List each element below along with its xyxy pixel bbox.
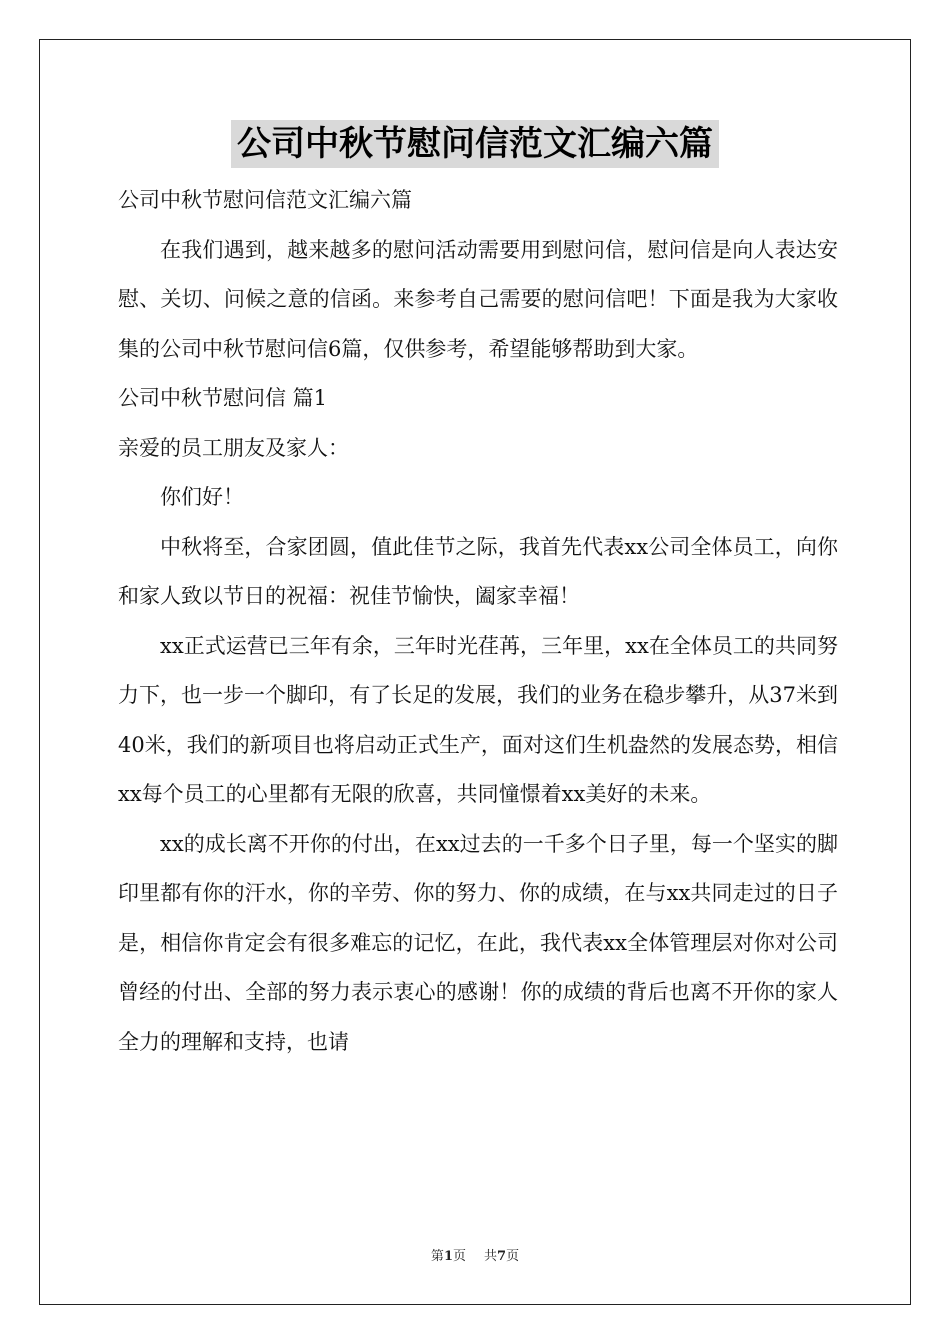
paragraph: xx正式运营已三年有余，三年时光荏苒，三年里，xx在全体员工的共同努力下，也一步一个脚印，有了长足的发展，我们的业务在稳步攀升，从37米到40米，我们的新项目也将启动正式生产，面对这们生机盎然的发展态势，相信xx每个员工的心里都有无限的欣喜，共同憧憬着xx美好的未来。 — [118, 633, 838, 806]
paragraph: xx的成长离不开你的付出，在xx过去的一千多个日子里，每一个坚实的脚印里都有你的汗水，你的辛劳、你的努力、你的成绩，在与xx共同走过的日子是，相信你肯定会有很多难忘的记忆，在此，我代表xx全体管理层对你对公司曾经的付出、全部的努力表示衷心的感谢！你的成绩的背后也离不开你的家人全力的理解和支持，也请 — [118, 831, 838, 1054]
title-container — [0, 120, 950, 168]
page-suffix: 页 — [452, 1249, 466, 1264]
paragraph: 公司中秋节慰问信范文汇编六篇 — [118, 188, 412, 212]
page-prefix: 第 — [430, 1249, 444, 1264]
document-body — [118, 176, 838, 1067]
paragraph: 你们好！ — [160, 485, 244, 509]
total-suffix: 页 — [506, 1249, 520, 1264]
document-title: 公司中秋节慰问信范文汇编六篇 — [231, 120, 719, 168]
paragraph: 在我们遇到，越来越多的慰问活动需要用到慰问信，慰问信是向人表达安慰、关切、问候之意的信函。来参考自己需要的慰问信吧！下面是我为大家收集的公司中秋节慰问信6篇，仅供参考，希望能够帮助到大家。 — [118, 237, 838, 361]
paragraph: 公司中秋节慰问信 篇1 — [118, 386, 328, 410]
paragraph: 中秋将至，合家团圆，值此佳节之际，我首先代表xx公司全体员工，向你和家人致以节日的祝福：祝佳节愉快，阖家幸福！ — [118, 534, 838, 608]
page-total: 7 — [497, 1249, 507, 1264]
paragraph: 亲爱的员工朋友及家人： — [118, 435, 349, 460]
page-footer — [0, 1245, 950, 1264]
total-prefix: 共 — [484, 1249, 498, 1264]
page-current: 1 — [443, 1249, 453, 1264]
